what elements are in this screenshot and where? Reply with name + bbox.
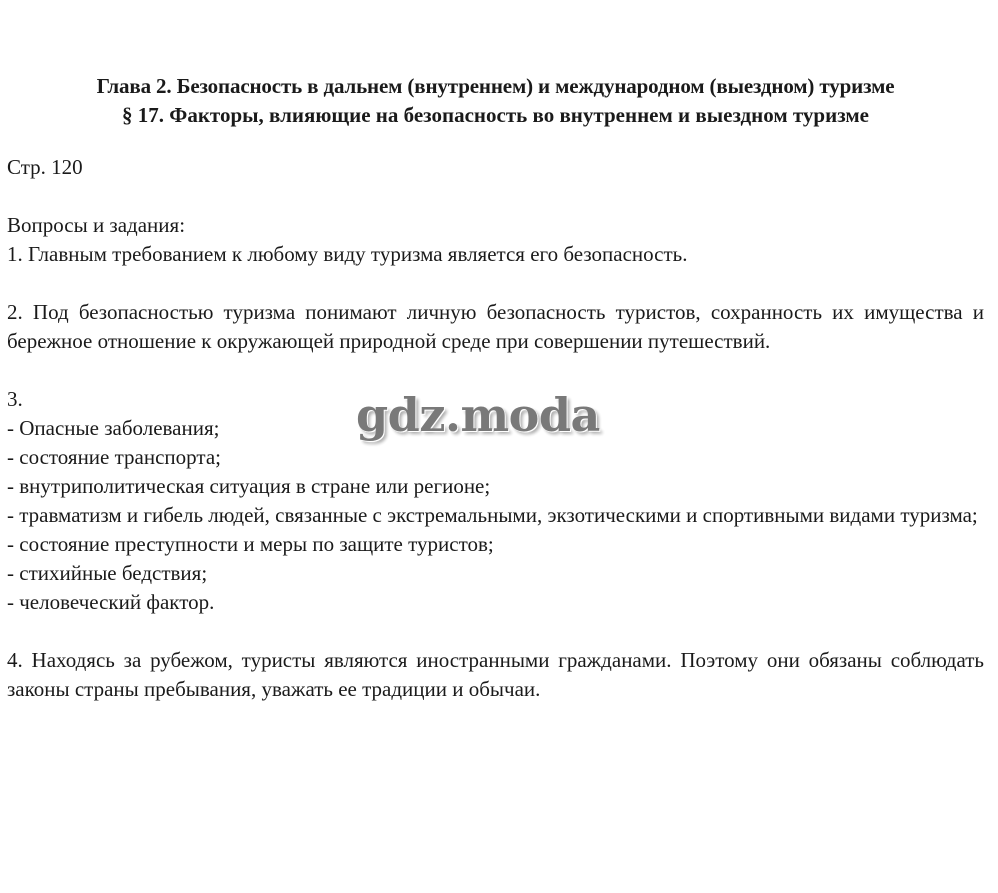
list-item: - человеческий фактор. <box>7 590 215 614</box>
list-item: - Опасные заболевания; <box>7 416 220 440</box>
answer-1: 1. Главным требованием к любому виду туризма является его безопасность. <box>7 242 688 266</box>
page-reference: Стр. 120 <box>7 155 83 179</box>
answer-2: 2. Под безопасностью туризма понимают личную безопасность туристов, сохранность их имущества и бережное отношение к окружающей природной среде при совершении путешествий. <box>7 300 984 353</box>
answer-3-number: 3. <box>7 387 23 411</box>
list-item: - внутриполитическая ситуация в стране или регионе; <box>7 474 491 498</box>
watermark-logo: gdz.moda <box>356 388 600 442</box>
chapter-heading: Глава 2. Безопасность в дальнем (внутреннем) и международном (выездном) туризме <box>96 74 895 98</box>
answer-3-list <box>7 414 984 617</box>
list-item: - состояние транспорта; <box>7 445 221 469</box>
list-item: - стихийные бедствия; <box>7 561 208 585</box>
list-item: - состояние преступности и меры по защите туристов; <box>7 532 494 556</box>
answer-4: 4. Находясь за рубежом, туристы являются иностранными гражданами. Поэтому они обязаны соблюдать законы страны пребывания, уважать ее традиции и обычаи. <box>7 648 984 701</box>
list-item: - травматизм и гибель людей, связанные с экстремальными, экзотическими и спортивными видами туризма; <box>7 503 978 527</box>
questions-title: Вопросы и задания: <box>7 213 186 237</box>
section-heading: § 17. Факторы, влияющие на безопасность во внутреннем и выездном туризме <box>122 103 869 127</box>
